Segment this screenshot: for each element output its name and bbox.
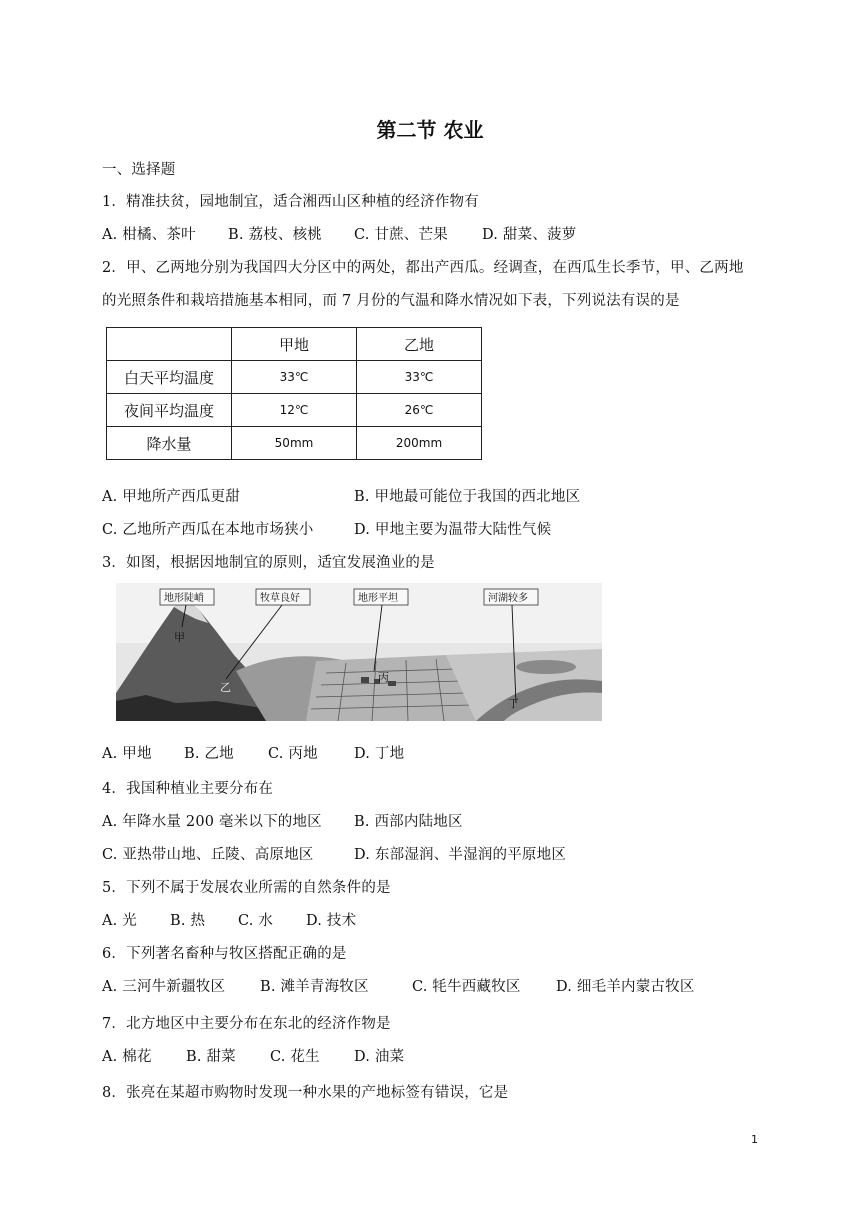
question-2-stem-line2: 的光照条件和栽培措施基本相同，而 7 月份的气温和降水情况如下表，下列说法有误的是 (102, 293, 680, 309)
question-1-options (102, 223, 576, 244)
question-3-stem: 3．如图，根据因地制宜的原则，适宜发展渔业的是 (102, 555, 435, 571)
figure-label-flat: 地形平坦 (358, 593, 398, 604)
figure-point-yi: 乙 (220, 681, 231, 694)
question-7-stem: 7．北方地区中主要分布在东北的经济作物是 (102, 1016, 391, 1032)
question-6-stem: 6．下列著名畜种与牧区搭配正确的是 (102, 946, 347, 962)
table-row (107, 361, 482, 394)
option-c[interactable]: C. 亚热带山地、丘陵、高原地区 (102, 847, 314, 863)
question-2-stem-line1: 2．甲、乙两地分别为我国四大分区中的两处，都出产西瓜。经调查，在西瓜生长季节，甲、乙两地 (102, 260, 744, 276)
option-b[interactable]: B. 滩羊青海牧区 (260, 979, 369, 995)
option-a[interactable]: A. 甲地所产西瓜更甜 (102, 489, 240, 505)
table-cell: 50mm (232, 427, 357, 460)
question-4-options-row1 (102, 810, 463, 831)
table-header-yi: 乙地 (357, 328, 482, 361)
figure-label-grass: 牧草良好 (260, 593, 300, 604)
temperature-table (106, 327, 482, 460)
table-row (107, 427, 482, 460)
question-5-options (102, 909, 356, 930)
question-3-options (102, 742, 404, 763)
option-b[interactable]: B. 乙地 (184, 746, 234, 762)
option-d[interactable]: D. 东部湿润、半湿润的平原地区 (354, 847, 567, 863)
question-7-options (102, 1045, 404, 1066)
page-title: 第二节 农业 (376, 118, 484, 142)
table-cell: 26℃ (357, 394, 482, 427)
option-d[interactable]: D. 油菜 (354, 1049, 405, 1065)
option-a[interactable]: A. 光 (102, 913, 137, 929)
option-a[interactable]: A. 年降水量 200 毫米以下的地区 (102, 814, 322, 830)
table-header-jia: 甲地 (232, 328, 357, 361)
option-a[interactable]: A. 柑橘、茶叶 (102, 227, 196, 243)
table-row (107, 394, 482, 427)
table-cell (107, 328, 232, 361)
table-cell: 白天平均温度 (107, 361, 232, 394)
option-c[interactable]: C. 水 (238, 913, 274, 929)
question-2-options-row1 (102, 485, 580, 506)
option-c[interactable]: C. 花生 (270, 1049, 320, 1065)
question-5-stem: 5．下列不属于发展农业所需的自然条件的是 (102, 880, 391, 896)
question-4-options-row2 (102, 843, 566, 864)
option-d[interactable]: D. 甲地主要为温带大陆性气候 (354, 522, 552, 538)
table-cell: 夜间平均温度 (107, 394, 232, 427)
table-row (107, 328, 482, 361)
option-b[interactable]: B. 荔枝、核桃 (228, 227, 322, 243)
table-cell: 33℃ (357, 361, 482, 394)
question-4-stem: 4．我国种植业主要分布在 (102, 781, 274, 797)
option-a[interactable]: A. 棉花 (102, 1049, 152, 1065)
table-cell: 12℃ (232, 394, 357, 427)
table-cell: 降水量 (107, 427, 232, 460)
question-8-stem: 8．张亮在某超市购物时发现一种水果的产地标签有错误，它是 (102, 1085, 509, 1101)
option-c[interactable]: C. 甘蔗、芒果 (354, 227, 448, 243)
option-b[interactable]: B. 甜菜 (186, 1049, 236, 1065)
figure-point-jia: 甲 (174, 631, 185, 644)
option-b[interactable]: B. 西部内陆地区 (354, 814, 463, 830)
question-6-options (102, 975, 695, 996)
question-2-options-row2 (102, 518, 551, 539)
option-c[interactable]: C. 牦牛西藏牧区 (412, 979, 521, 995)
option-a[interactable]: A. 甲地 (102, 746, 152, 762)
figure-label-steep: 地形陡峭 (164, 593, 204, 604)
table-cell: 200mm (357, 427, 482, 460)
option-b[interactable]: B. 热 (170, 913, 206, 929)
option-b[interactable]: B. 甲地最可能位于我国的西北地区 (354, 489, 581, 505)
landscape-figure (116, 583, 602, 721)
figure-point-ding: 丁 (508, 697, 519, 710)
option-a[interactable]: A. 三河牛新疆牧区 (102, 979, 226, 995)
question-1-stem: 1．精准扶贫，园地制宜，适合湘西山区种植的经济作物有 (102, 194, 479, 210)
option-d[interactable]: D. 技术 (306, 913, 357, 929)
section-heading: 一、选择题 (102, 162, 176, 178)
option-d[interactable]: D. 细毛羊内蒙古牧区 (556, 979, 695, 995)
option-d[interactable]: D. 丁地 (354, 746, 405, 762)
option-c[interactable]: C. 丙地 (268, 746, 318, 762)
figure-label-lakes: 河湖较多 (488, 593, 528, 604)
option-c[interactable]: C. 乙地所产西瓜在本地市场狭小 (102, 522, 314, 538)
table-cell: 33℃ (232, 361, 357, 394)
figure-point-bing: 丙 (378, 671, 389, 684)
page-number: 1 (751, 1133, 758, 1146)
option-d[interactable]: D. 甜菜、菠萝 (482, 227, 577, 243)
